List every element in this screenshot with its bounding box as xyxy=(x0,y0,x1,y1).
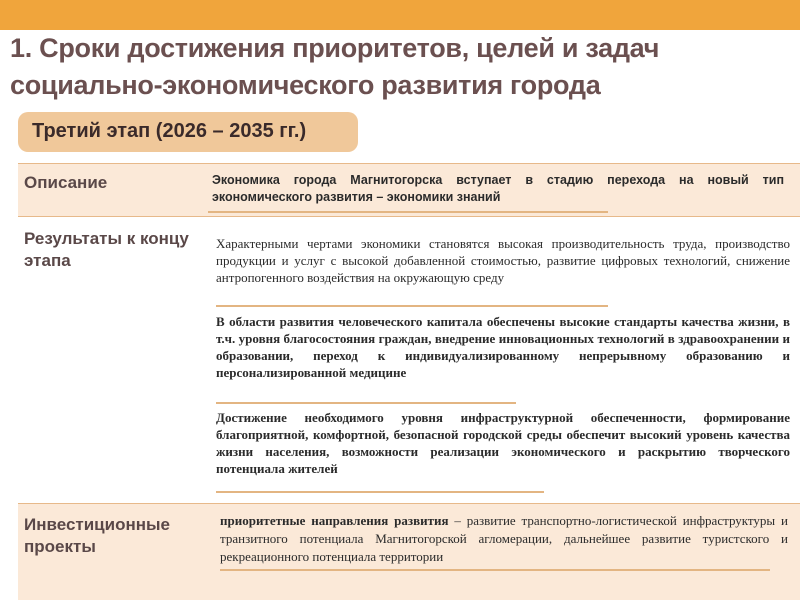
slide-title: 1. Сроки достижения приоритетов, целей и задач социально-экономического развития города xyxy=(10,33,660,100)
row-divider xyxy=(18,216,800,217)
row-investment-text xyxy=(220,512,788,566)
stage-badge xyxy=(18,112,358,152)
row-description-label: Описание xyxy=(24,173,108,192)
investment-underline xyxy=(220,569,770,571)
stage-label: Третий этап (2026 – 2035 гг.) xyxy=(32,120,307,142)
results-paragraph-1: Характерными чертами экономики становятся высокая производительность труда, производство продукции и услуг с высокой добавленной стоимостью, развитие цифровых технологий, снижение антропогенного воздействия на окружающую среду xyxy=(216,236,790,285)
results-paragraph-2: В области развития человеческого капитала обеспечены высокие стандарты качества жизни, в т.ч. уровня благосостояния граждан, внедрение инновационных технологий в здравоохранении и образовании, переход к индивидуализированному непрерывному образованию и персонализированной медицине xyxy=(216,314,790,380)
paragraph-underline xyxy=(216,491,544,493)
row-investment-label: Инвестиционные проекты xyxy=(24,515,170,556)
paragraph-underline xyxy=(216,402,516,404)
paragraph-underline xyxy=(216,305,608,307)
row-description-text: Экономика города Магнитогорска вступает в стадию перехода на новый тип экономического развития – экономики знаний xyxy=(212,173,784,204)
investment-lead: приоритетные направления развития xyxy=(220,513,449,528)
results-paragraph-3: Достижение необходимого уровня инфраструктурной обеспеченности, формирование благоприятной, комфортной, безопасной городской среды обеспечит высокий уровень качества жизни населения, возможности реализации экономического и раскрытию творческого потенциала жителей xyxy=(216,410,790,476)
row-results-label: Результаты к концу этапа xyxy=(24,229,189,270)
description-underline xyxy=(208,211,608,213)
top-accent-bar xyxy=(0,0,800,30)
investment-body: – развитие транспортно-логистической инфраструктуры и транзитного потенциала Магнитогорской агломерации, дальнейшее развитие туристского и рекреационного потенциала территории xyxy=(220,513,788,564)
